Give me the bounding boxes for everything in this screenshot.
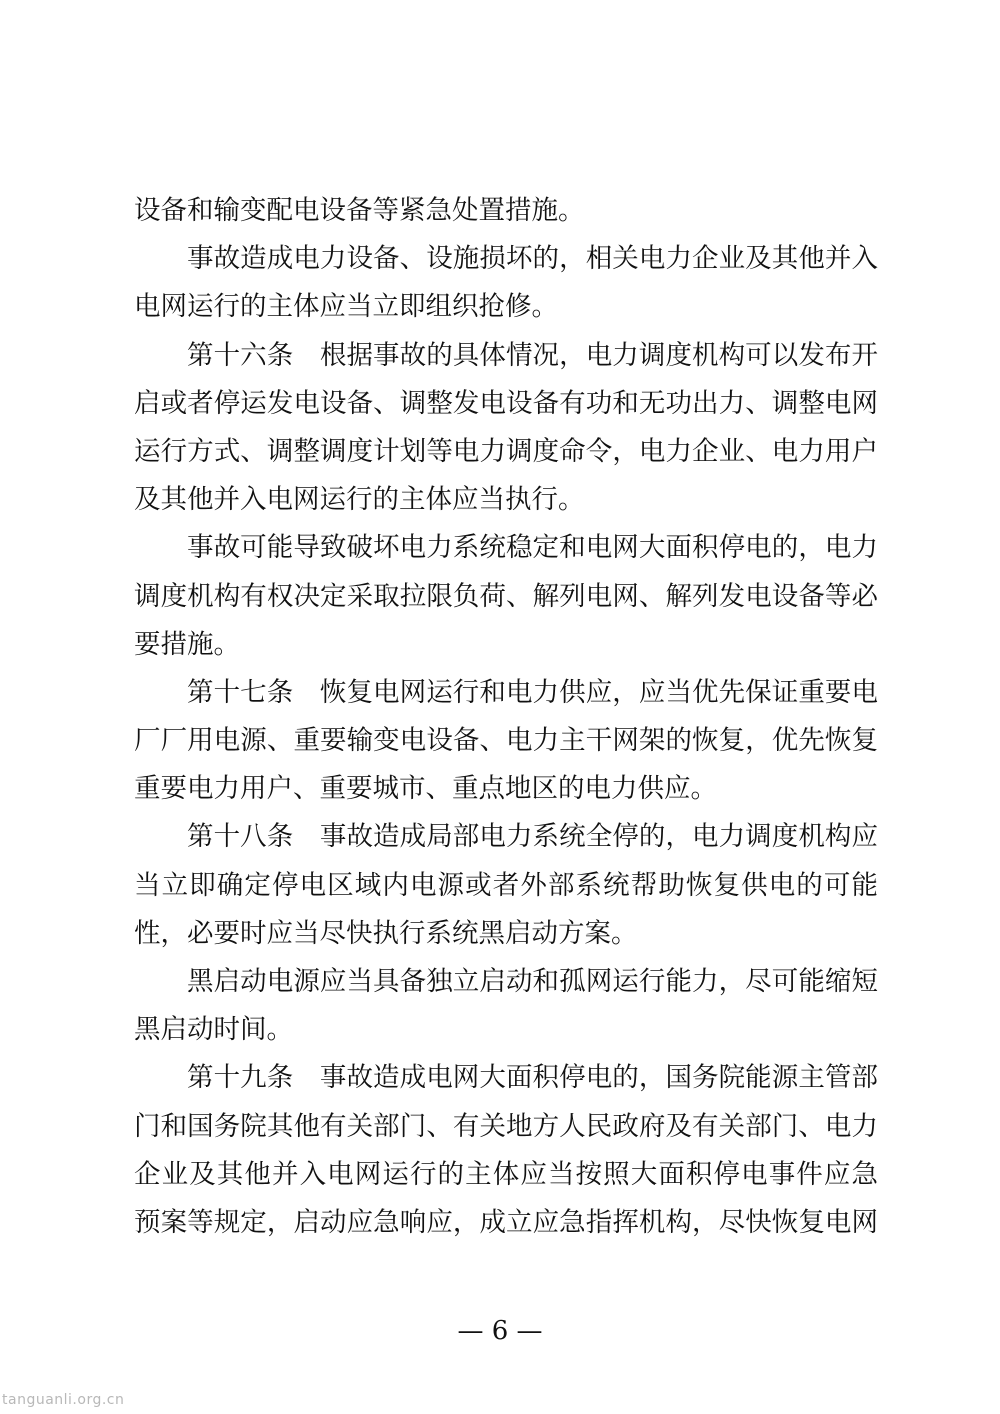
watermark: tanguanli.org.cn (2, 1392, 125, 1408)
body-text (134, 187, 878, 1247)
text-line-3: 电网运行的主体应当立即组织抢修。 (134, 291, 558, 323)
text-line-18: 黑启动时间。 (134, 1014, 293, 1046)
text-line-16: 性，必要时应当尽快执行系统黑启动方案。 (134, 917, 638, 949)
text-line-8: 事故可能导致破坏电力系统稳定和电网大面积停电的，电力 (187, 532, 878, 564)
text-line-4: 第十六条 根据事故的具体情况，电力调度机构可以发布开 (187, 339, 878, 371)
text-line-6: 运行方式、调整调度计划等电力调度命令，电力企业、电力用户 (134, 435, 878, 467)
text-line-10: 要措施。 (134, 628, 240, 660)
text-line-13: 重要电力用户、重要城市、重点地区的电力供应。 (134, 773, 717, 805)
text-line-7: 及其他并入电网运行的主体应当执行。 (134, 484, 585, 516)
text-line-14: 第十八条 事故造成局部电力系统全停的，电力调度机构应 (187, 821, 878, 853)
page-number: — 6 — (457, 1316, 543, 1346)
text-line-5: 启或者停运发电设备、调整发电设备有功和无功出力、调整电网 (134, 387, 878, 419)
text-line-11: 第十七条 恢复电网运行和电力供应，应当优先保证重要电 (187, 676, 878, 708)
text-line-12: 厂厂用电源、重要输变电设备、电力主干网架的恢复，优先恢复 (134, 725, 878, 757)
text-line-21: 企业及其他并入电网运行的主体应当按照大面积停电事件应急 (134, 1158, 878, 1190)
text-line-15: 当立即确定停电区域内电源或者外部系统帮助恢复供电的可能 (134, 869, 878, 901)
text-line-17: 黑启动电源应当具备独立启动和孤网运行能力，尽可能缩短 (187, 966, 878, 997)
text-line-1: 设备和输变配电设备等紧急处置措施。 (134, 195, 585, 226)
text-line-20: 门和国务院其他有关部门、有关地方人民政府及有关部门、电力 (134, 1110, 878, 1142)
text-line-19: 第十九条 事故造成电网大面积停电的，国务院能源主管部 (187, 1062, 878, 1094)
text-line-2: 事故造成电力设备、设施损坏的，相关电力企业及其他并入 (187, 243, 878, 275)
text-line-22: 预案等规定，启动应急响应，成立应急指挥机构，尽快恢复电网 (134, 1206, 878, 1238)
text-line-9: 调度机构有权决定采取拉限负荷、解列电网、解列发电设备等必 (134, 580, 878, 612)
